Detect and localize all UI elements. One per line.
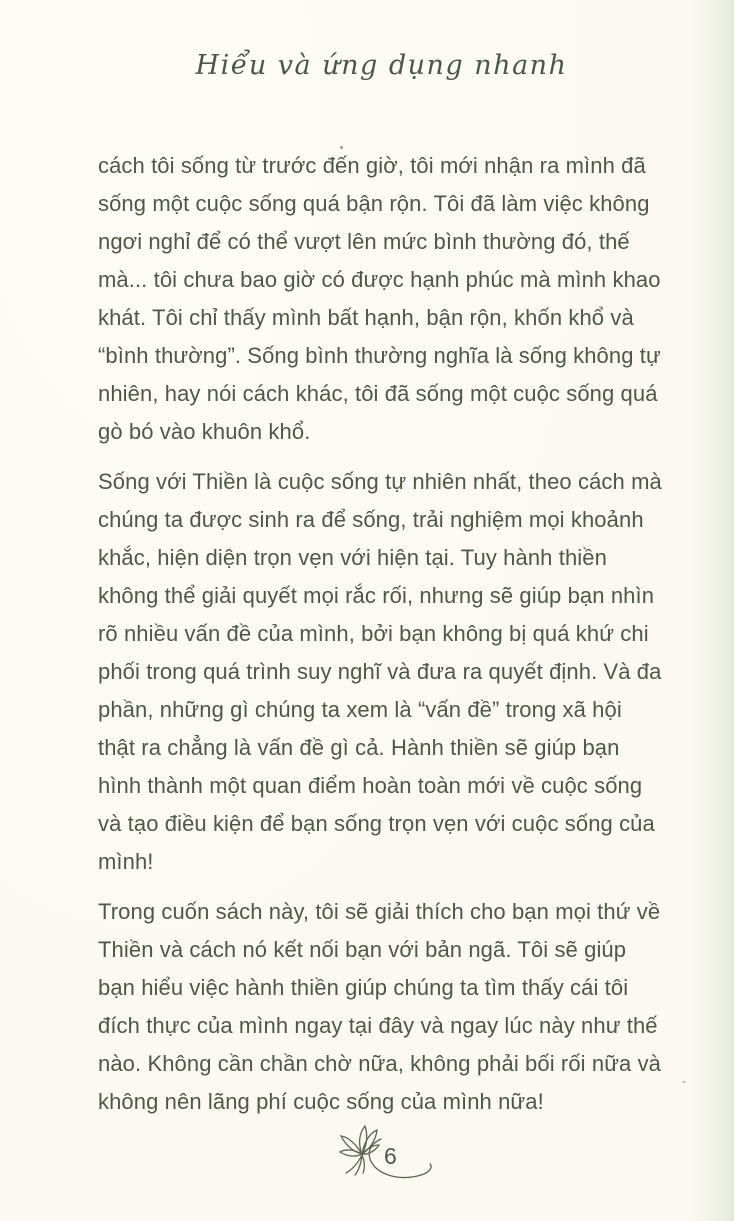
text-line: gì chúng ta xem là “vấn đề” trong xã hội thật ra chẳng là xyxy=(98,697,622,760)
text-line: về Thiền và cách nó kết nối bạn với bản ngã. Tôi sẽ giúp xyxy=(98,899,661,962)
text-line: thực của mình ngay tại đây và ngay lúc này như thế nào. xyxy=(98,1013,658,1076)
text-line: khắc, hiện diện trọn vẹn với hiện tại. Tuy hành thiền không xyxy=(98,545,607,608)
text-line: nên lãng phí cuộc sống của mình nữa! xyxy=(164,1089,544,1114)
running-header: Hiểu và ứng dụng nhanh xyxy=(195,50,568,81)
text-line: ngơi nghỉ để có thể vượt lên mức bình thường đó, thế mà... xyxy=(98,229,630,292)
text-line: bạn hiểu việc hành thiền giúp chúng ta tìm thấy cái tôi đích xyxy=(98,975,629,1038)
page-body xyxy=(98,147,665,1133)
text-line: sống một cuộc sống quá bận rộn. Tôi đã làm việc không xyxy=(98,191,650,216)
page-number: 6 xyxy=(384,1143,397,1169)
text-line: Không cần chần chờ nữa, không phải bối rối nữa và không xyxy=(98,1051,662,1114)
scan-speck xyxy=(340,146,343,149)
text-line: mà chúng ta được sinh ra để sống, trải nghiệm mọi khoảnh xyxy=(98,469,662,532)
text-line: vấn đề của mình, bởi bạn không bị quá khứ chi phối trong xyxy=(98,621,649,684)
text-line: hay nói cách khác, tôi đã sống một cuộc sống quá gò bó xyxy=(98,381,658,444)
page-edge-shading xyxy=(690,0,734,1221)
page-footer xyxy=(338,1124,438,1194)
text-line: thể giải quyết mọi rắc rối, nhưng sẽ giúp bạn nhìn rõ nhiều xyxy=(98,583,655,646)
text-line: điểm hoàn toàn mới về cuộc sống và tạo điều kiện để bạn xyxy=(98,773,643,836)
text-line: sống trọn vẹn với cuộc sống của mình! xyxy=(98,811,655,874)
scan-speck xyxy=(682,1081,686,1083)
paragraph-1 xyxy=(98,147,665,451)
text-line: vào khuôn khổ. xyxy=(159,419,311,444)
text-line: tôi chưa bao giờ có được hạnh phúc mà mình khao khát. xyxy=(98,267,661,330)
text-line: Sống với Thiền là cuộc sống tự nhiên nhất, theo cách xyxy=(98,469,625,494)
text-line: Trong cuốn sách này, tôi sẽ giải thích cho bạn mọi thứ xyxy=(98,899,631,924)
paragraph-2 xyxy=(98,463,665,881)
paragraph-3 xyxy=(98,893,665,1121)
text-line: vấn đề gì cả. Hành thiền sẽ giúp bạn hình thành một quan xyxy=(98,735,620,798)
text-line: cách tôi sống từ trước đến giờ, tôi mới nhận ra mình đã xyxy=(98,153,646,178)
text-line: thường”. Sống bình thường nghĩa là sống không tự nhiên, xyxy=(98,343,661,406)
text-line: Tôi chỉ thấy mình bất hạnh, bận rộn, khốn khổ và “bình xyxy=(98,305,634,368)
text-line: quá trình suy nghĩ và đưa ra quyết định. Và đa phần, những xyxy=(98,659,662,722)
